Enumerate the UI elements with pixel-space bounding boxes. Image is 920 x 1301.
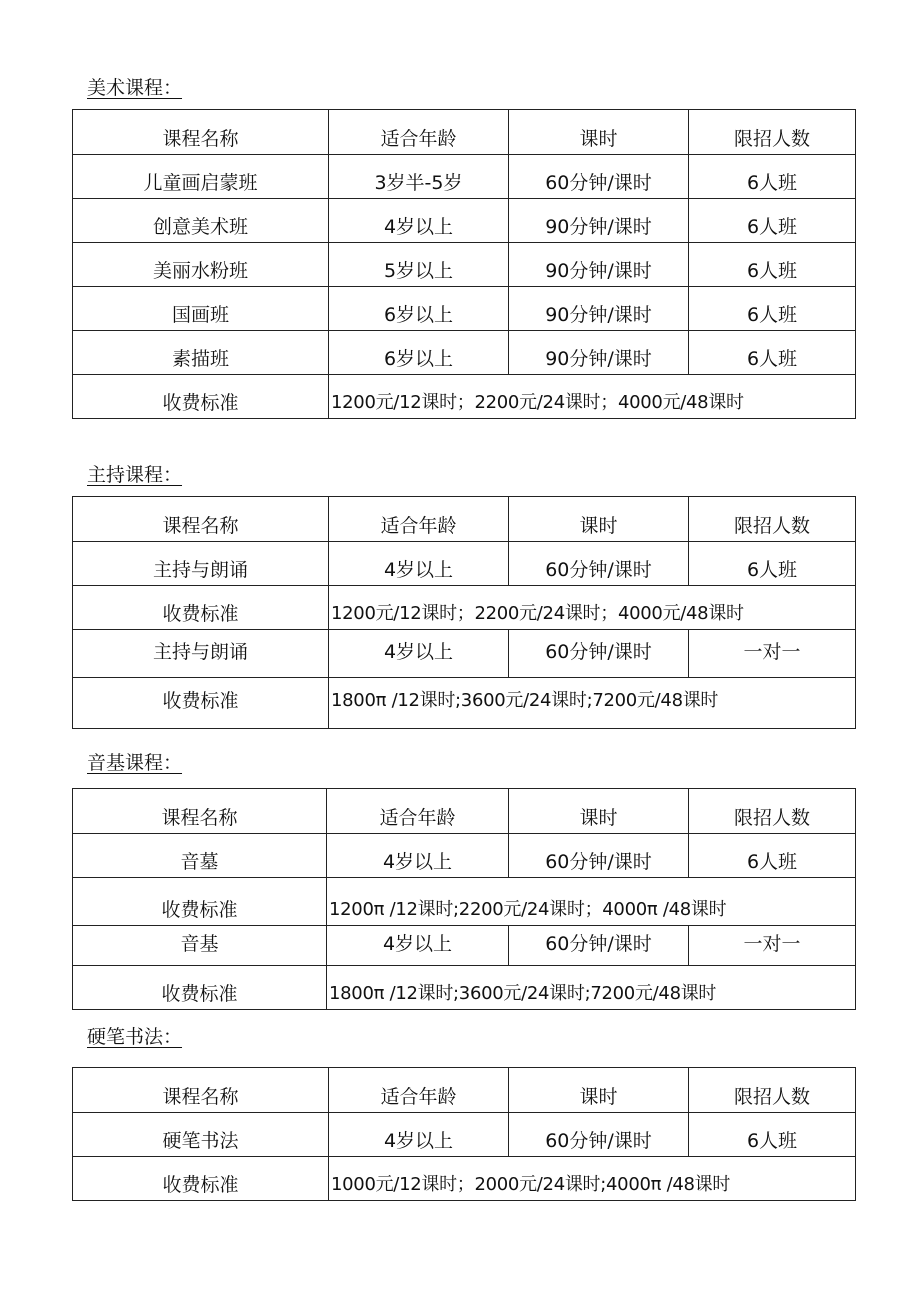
- fee-value: 1000元/12课时；2000元/24课时;4000π /48课时: [329, 1157, 856, 1201]
- table-header-row: [73, 497, 856, 542]
- course-age: 4岁以上: [327, 834, 509, 878]
- course-age: 3岁半-5岁: [329, 155, 509, 199]
- course-name: 国画班: [73, 287, 329, 331]
- course-name: 主持与朗诵: [73, 630, 329, 678]
- fee-row: [73, 375, 856, 419]
- header-course-name: 课程名称: [73, 1068, 329, 1113]
- table-row: [73, 287, 856, 331]
- header-class-size: 限招人数: [689, 1068, 856, 1113]
- course-duration: 90分钟/课时: [509, 331, 689, 375]
- hosting-course-table: [72, 496, 856, 729]
- header-class-size: 限招人数: [689, 110, 856, 155]
- table-row: [73, 834, 856, 878]
- header-course-name: 课程名称: [73, 497, 329, 542]
- section-title-calligraphy: 硬笔书法：: [87, 1026, 183, 1048]
- fee-value: 1200元/12课时；2200元/24课时；4000元/48课时: [329, 586, 856, 630]
- fee-label: 收费标准: [73, 375, 329, 419]
- art-course-table: [72, 109, 856, 419]
- course-size: 6人班: [689, 199, 856, 243]
- fee-label: 收费标准: [73, 678, 329, 729]
- fee-row: [73, 586, 856, 630]
- table-row: [73, 630, 856, 678]
- course-name: 主持与朗诵: [73, 542, 329, 586]
- course-size: 6人班: [689, 287, 856, 331]
- course-size: 一对一: [689, 926, 856, 966]
- fee-label: 收费标准: [73, 586, 329, 630]
- fee-label: 收费标准: [73, 878, 327, 926]
- course-age: 4岁以上: [329, 630, 509, 678]
- table-row: [73, 199, 856, 243]
- course-duration: 90分钟/课时: [509, 287, 689, 331]
- course-age: 4岁以上: [329, 542, 509, 586]
- table-row: [73, 331, 856, 375]
- course-age: 5岁以上: [329, 243, 509, 287]
- course-name: 美丽水粉班: [73, 243, 329, 287]
- music-basics-course-table: [72, 788, 856, 1010]
- header-age: 适合年龄: [329, 1068, 509, 1113]
- fee-row: [73, 878, 856, 926]
- table-row: [73, 155, 856, 199]
- section-title-art: 美术课程：: [87, 77, 183, 99]
- course-name: 硬笔书法: [73, 1113, 329, 1157]
- fee-value: 1800π /12课时;3600元/24课时;7200元/48课时: [327, 966, 856, 1010]
- fee-value: 1200π /12课时;2200元/24课时；4000π /48课时: [327, 878, 856, 926]
- fee-label: 收费标准: [73, 966, 327, 1010]
- course-age: 4岁以上: [327, 926, 509, 966]
- table-row: [73, 1113, 856, 1157]
- fee-row: [73, 678, 856, 729]
- course-duration: 60分钟/课时: [509, 542, 689, 586]
- fee-label: 收费标准: [73, 1157, 329, 1201]
- course-age: 6岁以上: [329, 331, 509, 375]
- course-duration: 90分钟/课时: [509, 199, 689, 243]
- course-duration: 60分钟/课时: [509, 630, 689, 678]
- course-duration: 90分钟/课时: [509, 243, 689, 287]
- course-age: 6岁以上: [329, 287, 509, 331]
- table-row: [73, 243, 856, 287]
- course-duration: 60分钟/课时: [509, 155, 689, 199]
- header-duration: 课时: [509, 497, 689, 542]
- header-class-size: 限招人数: [689, 497, 856, 542]
- table-header-row: [73, 1068, 856, 1113]
- header-duration: 课时: [509, 789, 689, 834]
- header-course-name: 课程名称: [73, 789, 327, 834]
- fee-value: 1800π /12课时;3600元/24课时;7200元/48课时: [329, 678, 856, 729]
- header-class-size: 限招人数: [689, 789, 856, 834]
- course-name: 音基: [73, 926, 327, 966]
- course-name: 儿童画启蒙班: [73, 155, 329, 199]
- table-row: [73, 542, 856, 586]
- fee-row: [73, 1157, 856, 1201]
- section-title-music-basics: 音基课程：: [87, 752, 183, 774]
- fee-value: 1200元/12课时；2200元/24课时；4000元/48课时: [329, 375, 856, 419]
- header-duration: 课时: [509, 1068, 689, 1113]
- header-course-name: 课程名称: [73, 110, 329, 155]
- course-size: 6人班: [689, 834, 856, 878]
- course-name: 音墓: [73, 834, 327, 878]
- course-age: 4岁以上: [329, 199, 509, 243]
- table-header-row: [73, 110, 856, 155]
- course-size: 6人班: [689, 331, 856, 375]
- section-title-hosting: 主持课程：: [87, 464, 183, 486]
- course-size: 6人班: [689, 155, 856, 199]
- header-age: 适合年龄: [327, 789, 509, 834]
- header-age: 适合年龄: [329, 110, 509, 155]
- course-size: 6人班: [689, 243, 856, 287]
- header-age: 适合年龄: [329, 497, 509, 542]
- course-duration: 60分钟/课时: [509, 1113, 689, 1157]
- table-header-row: [73, 789, 856, 834]
- fee-row: [73, 966, 856, 1010]
- course-duration: 60分钟/课时: [509, 834, 689, 878]
- course-name: 素描班: [73, 331, 329, 375]
- header-duration: 课时: [509, 110, 689, 155]
- course-size: 一对一: [689, 630, 856, 678]
- course-size: 6人班: [689, 542, 856, 586]
- course-size: 6人班: [689, 1113, 856, 1157]
- course-name: 创意美术班: [73, 199, 329, 243]
- calligraphy-course-table: [72, 1067, 856, 1201]
- course-age: 4岁以上: [329, 1113, 509, 1157]
- course-duration: 60分钟/课时: [509, 926, 689, 966]
- table-row: [73, 926, 856, 966]
